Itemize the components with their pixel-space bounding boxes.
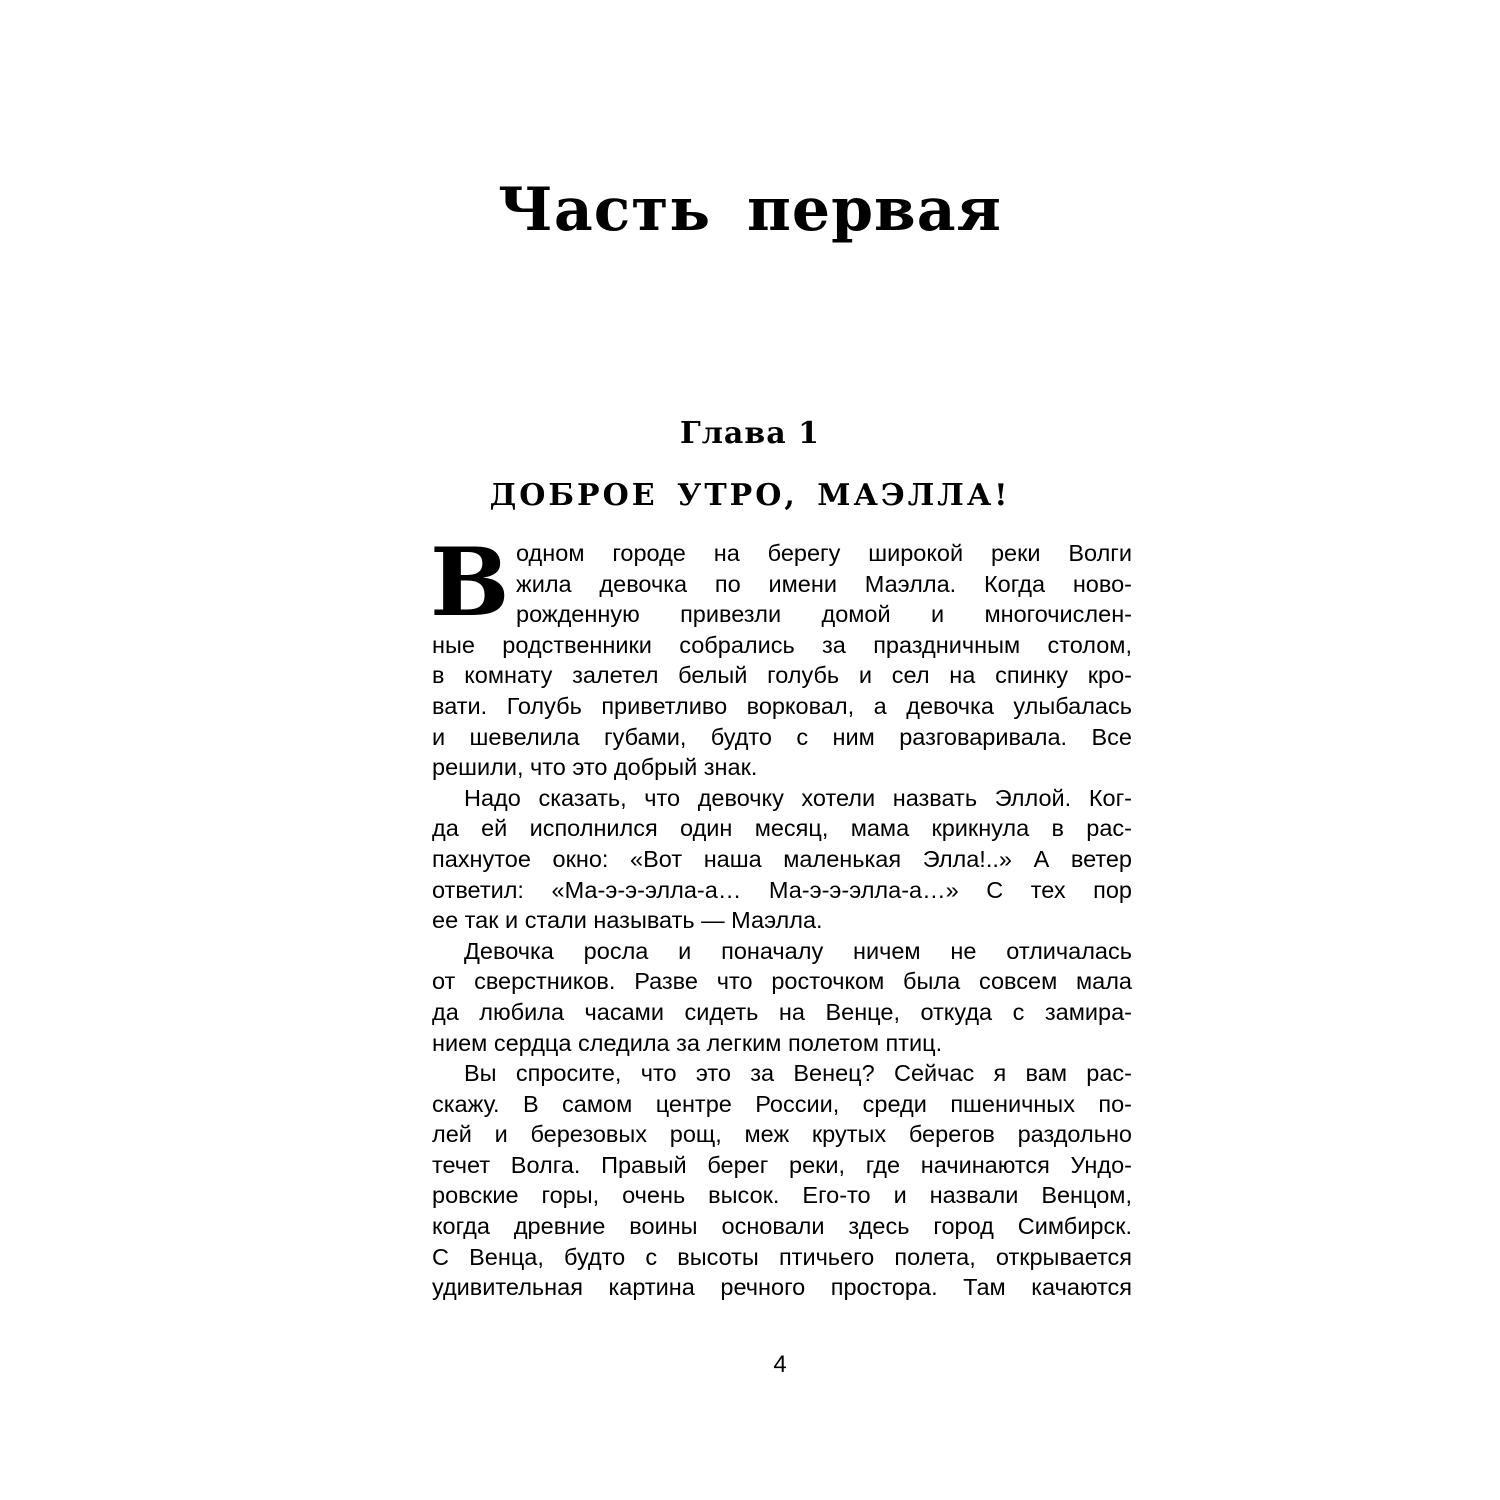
text-line: когда древние воины основали здесь город Симбирск. [432, 1213, 1132, 1240]
text-line: ные родственники собрались за праздничным столом, [432, 631, 1132, 658]
text-line: решили, что это добрый знак. [432, 754, 758, 781]
text-line: пахнутое окно: «Вот наша маленькая Элла!..» А ветер [432, 845, 1132, 872]
text-line: удивительная картина речного простора. Там качаются [432, 1274, 1132, 1301]
text-line: жила девочка по имени Маэлла. Когда ново- [516, 570, 1132, 597]
text-line: да ей исполнился один месяц, мама крикнула в рас- [432, 815, 1132, 842]
text-line: рожденную привезли домой и многочислен- [516, 601, 1132, 628]
text-line: ровские горы, очень высок. Его-то и назвали Венцом, [432, 1182, 1132, 1209]
text-line: нием сердца следила за легким полетом птиц. [432, 1029, 943, 1056]
body-text [430, 528, 1132, 1303]
chapter-label: Глава 1 [680, 416, 820, 451]
page-number: 4 [773, 1351, 787, 1378]
text-line: и шевелила губами, будто с ним разговаривала. Все [432, 723, 1132, 750]
chapter-title: ДОБРОЕ УТРО, МАЭЛЛА! [489, 478, 1011, 513]
text-line: ответил: «Ма-э-э-элла-а… Ма-э-э-элла-а…» С тех пор [432, 876, 1132, 903]
part-title: Часть первая [498, 175, 1002, 245]
text-line: Вы спросите, что это за Венец? Сейчас я вам рас- [464, 1060, 1132, 1087]
text-line: от сверстников. Разве что росточком была совсем мала [432, 968, 1132, 995]
text-line: Девочка росла и поначалу ничем не отличалась [464, 937, 1132, 964]
text-line: ее так и стали называть — Маэлла. [432, 907, 823, 934]
text-line: да любила часами сидеть на Венце, откуда с замира- [432, 998, 1132, 1025]
text-line: лей и березовых рощ, меж крутых берегов раздольно [432, 1121, 1132, 1148]
text-line: в комнату залетел белый голубь и сел на спинку кро- [432, 662, 1132, 689]
text-line: течет Волга. Правый берег реки, где начинаются Ундо- [432, 1151, 1132, 1178]
drop-cap: В [430, 528, 510, 638]
text-line: одном городе на берегу широкой реки Волги [516, 540, 1132, 566]
text-line: вати. Голубь приветливо ворковал, а девочка улыбалась [432, 692, 1132, 719]
text-line: Надо сказать, что девочку хотели назвать Эллой. Ког- [464, 784, 1132, 811]
text-line: скажу. В самом центре России, среди пшеничных по- [432, 1090, 1132, 1117]
text-line: С Венца, будто с высоты птичьего полета, открывается [432, 1243, 1132, 1270]
